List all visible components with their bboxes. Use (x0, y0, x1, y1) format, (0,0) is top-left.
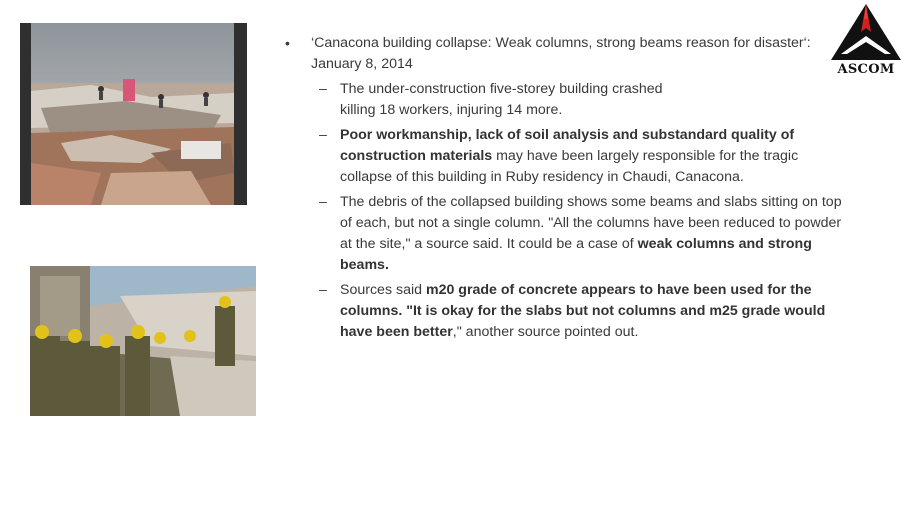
rescue-scene-image (30, 266, 256, 416)
sub-dash: – (319, 194, 327, 210)
sub-dash: – (319, 127, 327, 143)
bullet-dot: • (285, 35, 290, 51)
sub-item-3-text: The debris of the collapsed building shows some beams and slabs sitting on top of each, but not a single column. "All the columns have been reduced to powder at the site," a source said. It could be a case of (340, 194, 842, 252)
sub-item-4-bold: m20 grade of concrete appears to have been used for the columns. "It is okay for the slabs but not columns and m25 grade would have been better (340, 282, 826, 340)
collapsed-building-photo (20, 23, 247, 205)
collapse-scene-image (31, 23, 234, 205)
sub-item-4-text: Sources said (340, 282, 426, 298)
sub-dash: – (319, 282, 327, 298)
sub-item-2 (287, 125, 847, 188)
slide-text-body (287, 33, 847, 343)
logo-wordmark: ASCOM (837, 62, 895, 77)
sub-item-4-rest: ," another source pointed out. (452, 324, 639, 340)
main-bullet-text: ‘Canacona building collapse: Weak columns, strong beams reason for disaster‘: January 8, 2014 (311, 35, 811, 72)
sub-item-1-line2: killing 18 workers, injuring 14 more. (340, 102, 563, 118)
sub-item-2-bold: Poor workmanship, lack of soil analysis and substandard quality of construction materials (340, 127, 795, 164)
sub-item-3-bold: weak columns and strong beams. (340, 236, 812, 273)
rescue-workers-photo (30, 266, 256, 416)
sub-item-1 (287, 79, 847, 121)
sub-item-3 (287, 192, 847, 276)
main-bullet (287, 33, 847, 75)
sub-item-2-text: may have been largely responsible for the tragic collapse of this building in Ruby residency in Chaudi, Canacona. (340, 148, 799, 185)
sub-dash: – (319, 81, 327, 97)
sub-item-1-line1: The under-construction five-storey building crashed (340, 81, 663, 97)
sub-item-4 (287, 280, 847, 343)
